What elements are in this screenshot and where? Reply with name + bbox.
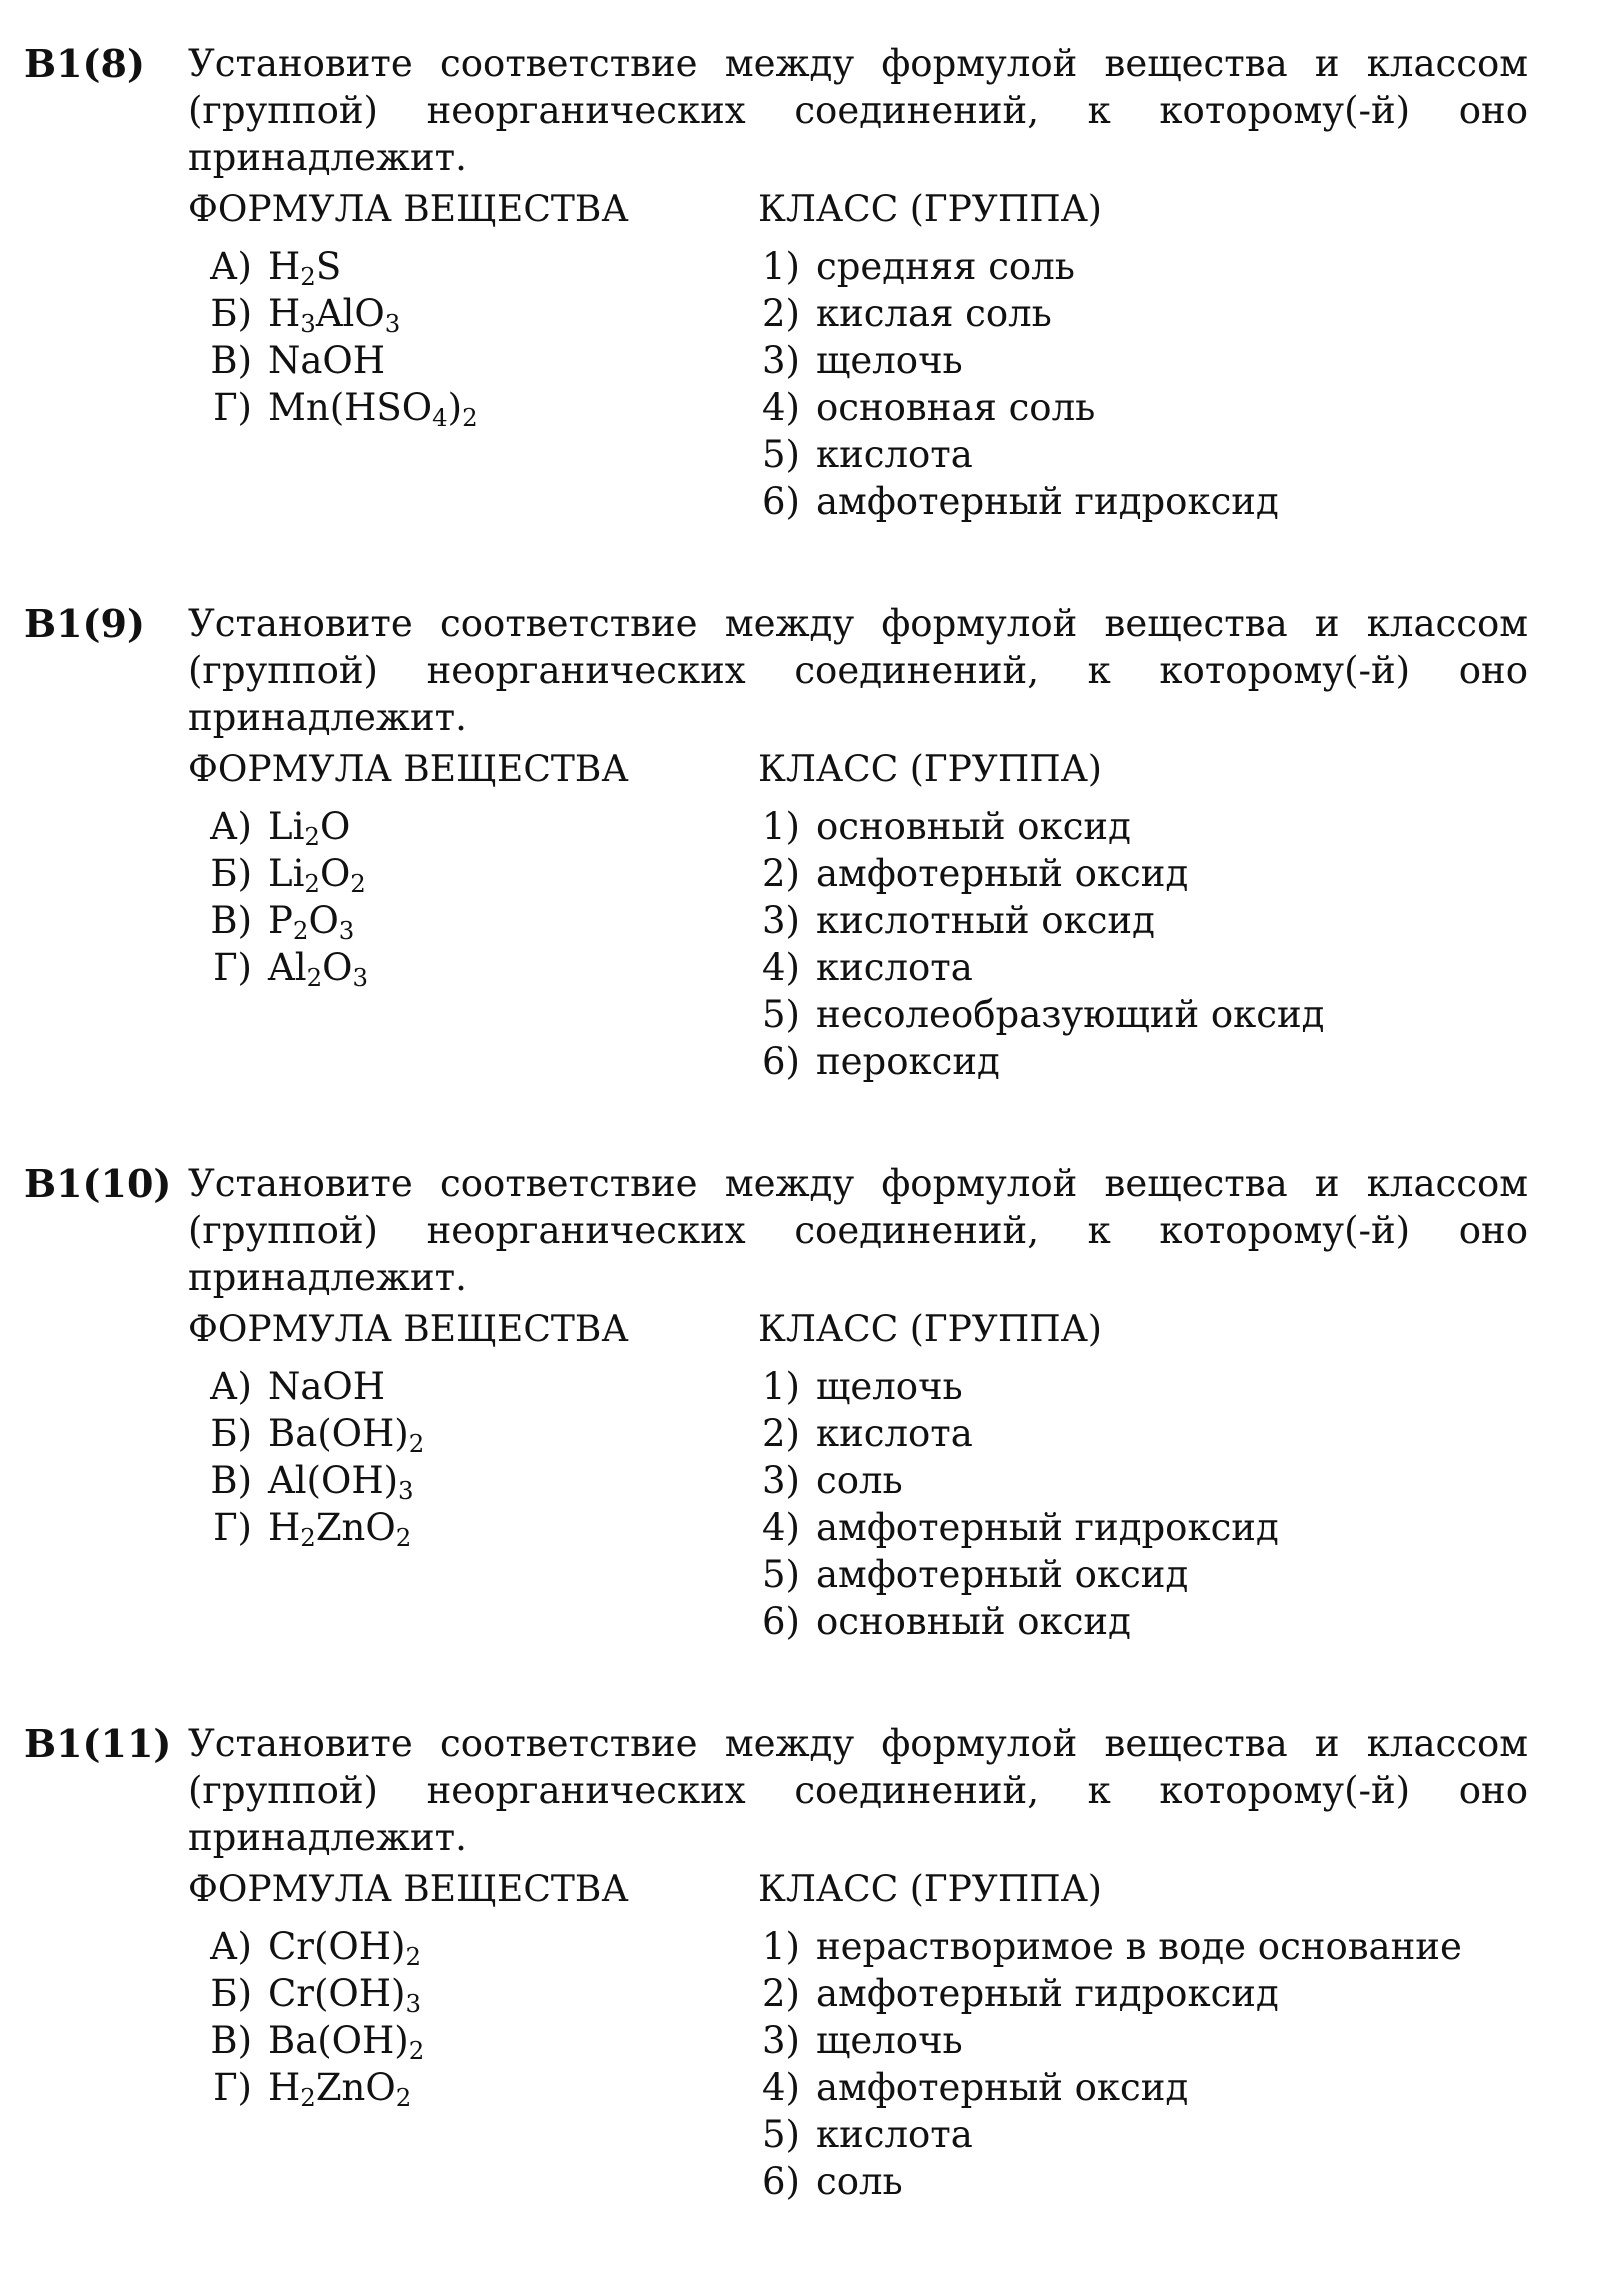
class-text: кислота: [816, 946, 973, 989]
class-text: кислотный оксид: [816, 899, 1155, 942]
class-label: 5): [762, 2113, 800, 2156]
class-column-header: КЛАСС (ГРУППА): [758, 189, 1102, 230]
formula-text: $H_2ZnO_2$: [268, 2066, 412, 2113]
formula-list: [188, 1363, 424, 1551]
class-item: [758, 897, 1324, 944]
class-label: 2): [762, 852, 800, 895]
task-question: Установите соответствие между формулой вещества и классом (группой) неорганических соединений, к которому(-й) оно принадлежит.: [188, 1162, 1528, 1299]
class-label: 1): [762, 1925, 800, 1968]
class-item: [758, 478, 1279, 525]
class-column-header: КЛАСС (ГРУППА): [758, 749, 1102, 790]
formula-text: $Ba(OH)_2$: [268, 1412, 425, 1459]
class-label: 5): [762, 993, 800, 1036]
class-text: амфотерный оксид: [816, 852, 1189, 895]
task-number: B1(9): [24, 601, 145, 646]
class-text: средняя соль: [816, 245, 1075, 288]
formula-column-header: ФОРМУЛА ВЕЩЕСТВА: [188, 1309, 629, 1350]
formula-label: А): [209, 1925, 252, 1968]
formula-text: $H_3AlO_3$: [268, 292, 401, 339]
class-item: [758, 1457, 1279, 1504]
class-list: [758, 803, 1324, 1085]
formula-text: NaOH: [268, 1365, 386, 1408]
class-item: [758, 243, 1279, 290]
formula-column-header: ФОРМУЛА ВЕЩЕСТВА: [188, 1869, 629, 1910]
class-text: соль: [816, 1459, 903, 1502]
class-item: [758, 944, 1324, 991]
class-text: кислота: [816, 1412, 973, 1455]
class-item: [758, 1970, 1462, 2017]
formula-label: Б): [210, 292, 252, 335]
class-label: 3): [762, 339, 800, 382]
formula-text: $Li_2O_2$: [268, 852, 366, 899]
class-text: основный оксид: [816, 1600, 1131, 1643]
class-item: [758, 2111, 1462, 2158]
formula-item: [188, 337, 478, 384]
class-item: [758, 1504, 1279, 1551]
formula-label: Г): [213, 1506, 252, 1549]
formula-text: $Al(OH)_3$: [268, 1459, 414, 1506]
class-label: 1): [762, 1365, 800, 1408]
formula-label: В): [210, 899, 252, 942]
formula-item: [188, 944, 368, 991]
formula-text: $P_2O_3$: [268, 899, 355, 946]
formula-label: В): [210, 2019, 252, 2062]
class-text: амфотерный гидроксид: [816, 1506, 1279, 1549]
formula-item: [188, 1457, 424, 1504]
class-label: 1): [762, 805, 800, 848]
formula-label: Б): [210, 1412, 252, 1455]
class-text: пероксид: [816, 1040, 1000, 1083]
formula-label: Г): [213, 2066, 252, 2109]
formula-label: Г): [213, 946, 252, 989]
class-text: нерастворимое в воде основание: [816, 1925, 1462, 1968]
formula-label: В): [210, 339, 252, 382]
formula-item: [188, 1923, 424, 1970]
formula-item: [188, 243, 478, 290]
class-label: 5): [762, 433, 800, 476]
class-item: [758, 384, 1279, 431]
formula-label: Б): [210, 852, 252, 895]
formula-label: А): [209, 245, 252, 288]
class-label: 3): [762, 1459, 800, 1502]
class-text: амфотерный гидроксид: [816, 1972, 1279, 2015]
task-number: B1(8): [24, 41, 145, 86]
task-question: Установите соответствие между формулой вещества и классом (группой) неорганических соединений, к которому(-й) оно принадлежит.: [188, 1722, 1528, 1859]
formula-label: В): [210, 1459, 252, 1502]
class-label: 6): [762, 480, 800, 523]
formula-text: $H_2ZnO_2$: [268, 1506, 412, 1553]
class-text: щелочь: [816, 1365, 963, 1408]
formula-text: $Al_2O_3$: [268, 946, 368, 993]
formula-label: Б): [210, 1972, 252, 2015]
class-label: 4): [762, 386, 800, 429]
class-label: 3): [762, 2019, 800, 2062]
class-item: [758, 2158, 1462, 2205]
formula-text: NaOH: [268, 339, 386, 382]
class-item: [758, 850, 1324, 897]
class-label: 4): [762, 1506, 800, 1549]
class-text: несолеобразующий оксид: [816, 993, 1325, 1036]
formula-item: [188, 1504, 424, 1551]
class-label: 1): [762, 245, 800, 288]
formula-item: [188, 897, 368, 944]
class-label: 4): [762, 946, 800, 989]
class-text: основный оксид: [816, 805, 1131, 848]
class-item: [758, 337, 1279, 384]
class-text: щелочь: [816, 339, 963, 382]
class-label: 3): [762, 899, 800, 942]
class-list: [758, 243, 1279, 525]
class-text: кислая соль: [816, 292, 1052, 335]
class-item: [758, 290, 1279, 337]
formula-text: $Mn(HSO_4)_2$: [268, 386, 478, 433]
formula-text: $Cr(OH)_3$: [268, 1972, 421, 2019]
class-text: амфотерный оксид: [816, 2066, 1189, 2109]
task-number: B1(10): [24, 1161, 172, 1206]
class-label: 5): [762, 1553, 800, 1596]
formula-item: [188, 2064, 424, 2111]
class-label: 2): [762, 1972, 800, 2015]
task-number: B1(11): [24, 1721, 172, 1766]
class-item: [758, 1363, 1279, 1410]
formula-item: [188, 2017, 424, 2064]
class-text: основная соль: [816, 386, 1096, 429]
formula-column-header: ФОРМУЛА ВЕЩЕСТВА: [188, 189, 629, 230]
class-item: [758, 1923, 1462, 1970]
task-question: Установите соответствие между формулой вещества и классом (группой) неорганических соединений, к которому(-й) оно принадлежит.: [188, 42, 1528, 179]
formula-label: А): [209, 805, 252, 848]
class-text: кислота: [816, 2113, 973, 2156]
formula-list: [188, 803, 368, 991]
formula-column-header: ФОРМУЛА ВЕЩЕСТВА: [188, 749, 629, 790]
formula-item: [188, 803, 368, 850]
class-item: [758, 803, 1324, 850]
class-text: амфотерный гидроксид: [816, 480, 1279, 523]
class-text: амфотерный оксид: [816, 1553, 1189, 1596]
class-label: 2): [762, 292, 800, 335]
class-label: 2): [762, 1412, 800, 1455]
class-label: 6): [762, 1040, 800, 1083]
formula-text: $Li_2O$: [268, 805, 351, 852]
formula-item: [188, 1410, 424, 1457]
formula-item: [188, 1970, 424, 2017]
class-column-header: КЛАСС (ГРУППА): [758, 1309, 1102, 1350]
formula-list: [188, 1923, 424, 2111]
class-item: [758, 1410, 1279, 1457]
formula-text: $H_2S$: [268, 245, 342, 292]
class-item: [758, 991, 1324, 1038]
formula-item: [188, 290, 478, 337]
class-item: [758, 1038, 1324, 1085]
class-item: [758, 431, 1279, 478]
class-label: 6): [762, 1600, 800, 1643]
class-text: щелочь: [816, 2019, 963, 2062]
formula-item: [188, 1363, 424, 1410]
class-label: 4): [762, 2066, 800, 2109]
task-question: Установите соответствие между формулой вещества и классом (группой) неорганических соединений, к которому(-й) оно принадлежит.: [188, 602, 1528, 739]
formula-text: $Cr(OH)_2$: [268, 1925, 421, 1972]
formula-text: $Ba(OH)_2$: [268, 2019, 425, 2066]
class-list: [758, 1923, 1462, 2205]
class-text: кислота: [816, 433, 973, 476]
formula-label: Г): [213, 386, 252, 429]
class-text: соль: [816, 2160, 903, 2203]
class-label: 6): [762, 2160, 800, 2203]
class-item: [758, 1598, 1279, 1645]
formula-list: [188, 243, 478, 431]
formula-label: А): [209, 1365, 252, 1408]
class-column-header: КЛАСС (ГРУППА): [758, 1869, 1102, 1910]
formula-item: [188, 384, 478, 431]
class-item: [758, 2064, 1462, 2111]
class-list: [758, 1363, 1279, 1645]
class-item: [758, 1551, 1279, 1598]
formula-item: [188, 850, 368, 897]
class-item: [758, 2017, 1462, 2064]
